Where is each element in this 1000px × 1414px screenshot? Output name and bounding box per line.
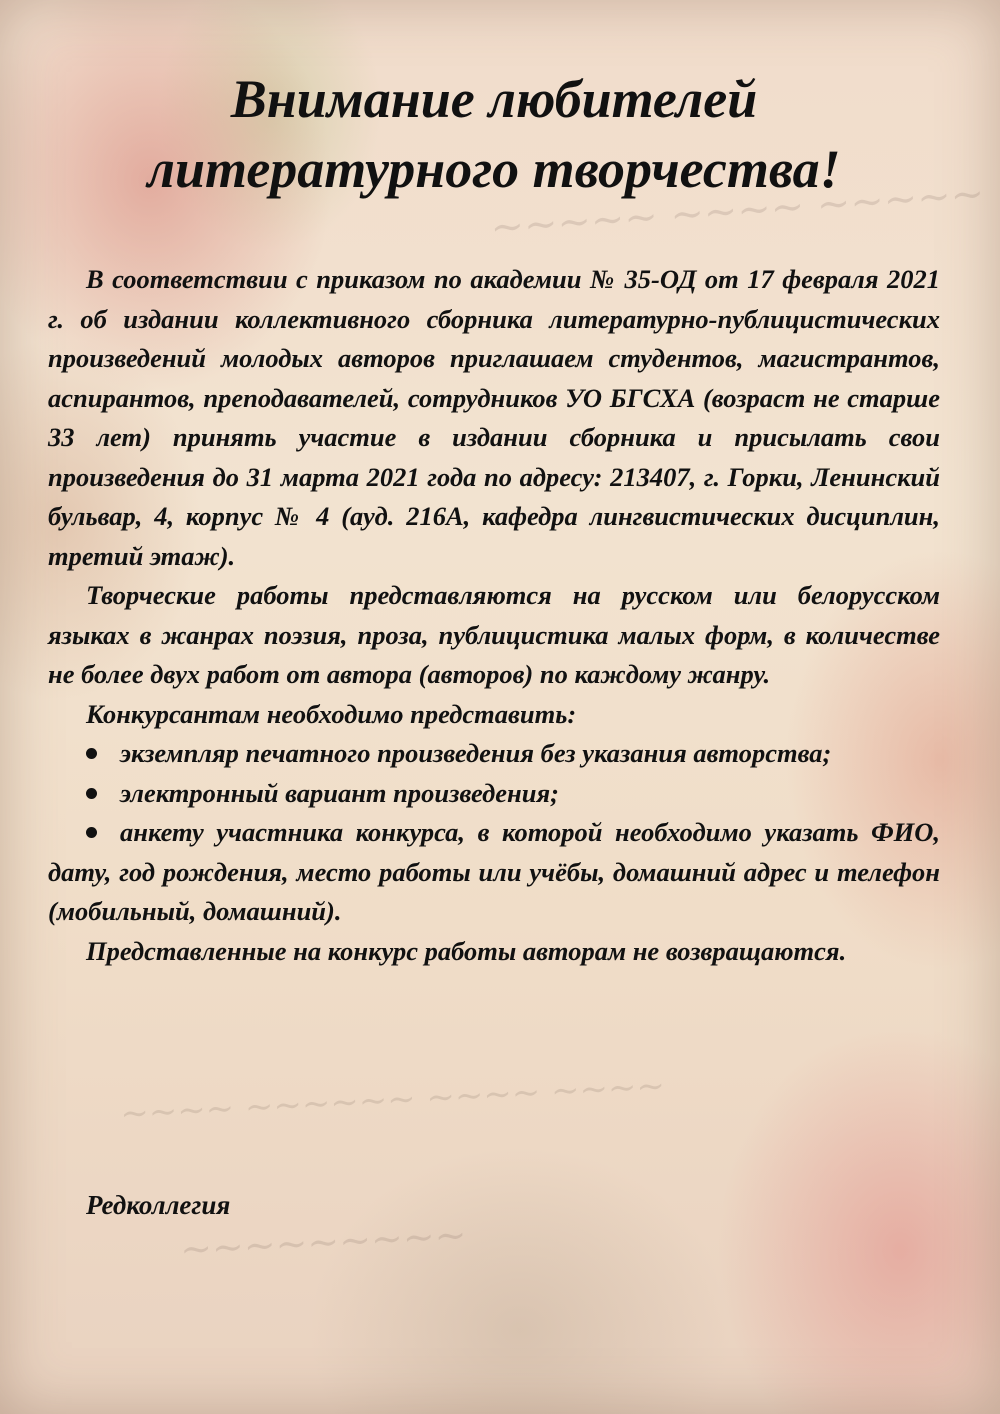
background-script-texture: ~~~~ ~~~~~~ ~~~~ ~~~~ [119,1065,666,1135]
title-line-1: Внимание любителей [230,69,758,129]
requirements-heading: Конкурсантам необходимо представить: [86,698,577,729]
list-item [48,734,940,774]
bullet-icon [86,788,97,799]
bullet-icon [86,748,97,759]
background-script-texture: ~~~~~ ~~~~ ~~~~~ [488,170,986,252]
signature: Редколлегия [86,1190,231,1220]
list-item-text: анкету участника конкурса, в которой необходимо указать ФИО, дату, год рождения, место работы или учёбы, домашний адрес и телефон (мобильный, домашний). [48,817,940,926]
page-title [48,64,940,204]
list-item [48,774,940,814]
bullet-icon [86,827,97,838]
closing-paragraph: Представленные на конкурс работы авторам не возвращаются. [86,935,847,966]
announcement [48,64,940,971]
title-line-2: литературного творчества! [147,139,841,199]
intro-paragraph: В соответствии с приказом по академии № 35-ОД от 17 февраля 2021 г. об издании коллективного сборника литературно-публицистических произведений молодых авторов приглашаем студентов, магистрантов, аспирантов, преподавателей, сотрудников УО БГСХА (возраст не старше 33 лет) принять участие в издании сборника и присылать свои произведения до 31 марта 2021 года по адресу: 213407, г. Горки, Ленинский бульвар, 4, корпус № 4 (ауд. 216А, кафедра лингвистических дисциплин, третий этаж). [48,264,940,571]
list-item-text: электронный вариант произведения; [120,777,559,808]
list-item [48,813,940,932]
requirements-list [48,734,940,932]
background-script-texture: ~~~~~~~~~ [179,1212,468,1272]
announcement-body [48,260,940,971]
list-item-text: экземпляр печатного произведения без указания авторства; [120,738,832,768]
genres-paragraph: Творческие работы представляются на русском или белорусском языках в жанрах поэзия, проза, публицистика малых форм, в количестве не более двух работ от автора (авторов) по каждому жанру. [48,580,940,689]
